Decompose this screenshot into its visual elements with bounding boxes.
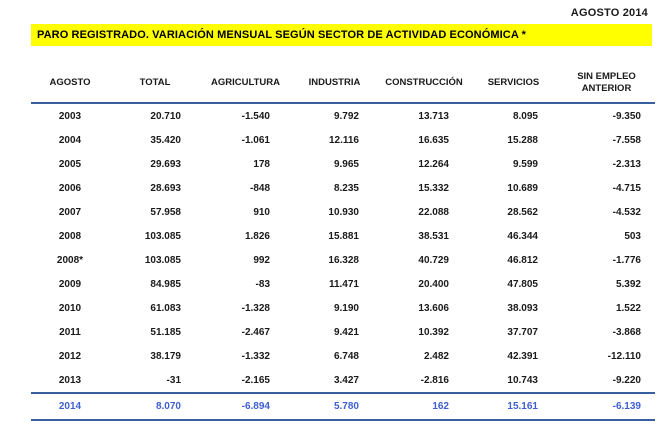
value-cell: 12.264 — [418, 158, 449, 170]
value-cell: 178 — [253, 158, 270, 170]
value-cell: 503 — [624, 230, 641, 242]
value-cell: -6.894 — [241, 401, 270, 412]
table-row — [31, 296, 655, 320]
value-cell: 910 — [253, 206, 270, 218]
value-cell: 38.179 — [150, 350, 181, 362]
value-cell: -6.139 — [612, 401, 641, 412]
value-cell: 46.344 — [507, 230, 538, 242]
value-cell: 10.743 — [507, 374, 538, 386]
value-cell: 57.958 — [150, 206, 181, 218]
table-header-row — [31, 64, 655, 104]
value-cell: 46.812 — [507, 254, 538, 266]
value-cell: 42.391 — [507, 350, 538, 362]
value-cell: 11.471 — [328, 278, 359, 290]
value-cell: 5.780 — [333, 401, 359, 412]
year-cell: 2008* — [56, 254, 84, 266]
value-cell: 61.083 — [150, 302, 181, 314]
value-cell: 8.235 — [333, 182, 359, 194]
header-cell: AGOSTO — [49, 77, 91, 89]
value-cell: -7.558 — [612, 134, 641, 146]
value-cell: -1.776 — [612, 254, 641, 266]
header-cell: CONSTRUCCIÓN — [385, 77, 463, 89]
value-cell: -1.332 — [241, 350, 270, 362]
table-row — [31, 224, 655, 248]
value-cell: 13.606 — [418, 302, 449, 314]
table-row — [31, 152, 655, 176]
table-row — [31, 248, 655, 272]
value-cell: 9.599 — [512, 158, 538, 170]
value-cell: -2.313 — [612, 158, 641, 170]
value-cell: -12.110 — [607, 350, 641, 362]
value-cell: 84.985 — [150, 278, 181, 290]
header-cell: SERVICIOS — [487, 77, 540, 89]
value-cell: 22.088 — [418, 206, 449, 218]
year-cell: 2008 — [58, 230, 82, 242]
value-cell: 15.881 — [328, 230, 359, 242]
value-cell: 51.185 — [150, 326, 181, 338]
value-cell: 5.392 — [615, 278, 641, 290]
table-row — [31, 320, 655, 344]
value-cell: 16.635 — [418, 134, 449, 146]
value-cell: 28.693 — [150, 182, 181, 194]
table-row — [31, 104, 655, 128]
table-row — [31, 272, 655, 296]
value-cell: -2.165 — [241, 374, 270, 386]
year-cell: 2004 — [58, 134, 82, 146]
value-cell: -848 — [249, 182, 270, 194]
table-row — [31, 368, 655, 394]
year-cell: 2003 — [58, 110, 82, 122]
value-cell: 6.748 — [333, 350, 359, 362]
value-cell: 28.562 — [507, 206, 538, 218]
value-cell: 20.400 — [418, 278, 449, 290]
table-row — [31, 128, 655, 152]
year-cell: 2005 — [58, 158, 82, 170]
value-cell: 40.729 — [418, 254, 449, 266]
value-cell: 9.965 — [333, 158, 359, 170]
header-cell: TOTAL — [139, 77, 171, 89]
document-title: PARO REGISTRADO. VARIACIÓN MENSUAL SEGÚN SECTOR DE ACTIVIDAD ECONÓMICA * — [31, 24, 652, 46]
header-cell: AGRICULTURA — [211, 77, 280, 89]
value-cell: -1.061 — [241, 134, 270, 146]
value-cell: 38.093 — [507, 302, 538, 314]
year-cell: 2010 — [58, 302, 82, 314]
value-cell: -31 — [166, 374, 181, 386]
year-cell: 2006 — [58, 182, 82, 194]
value-cell: 103.085 — [144, 254, 181, 266]
value-cell: -1.540 — [241, 110, 270, 122]
value-cell: 10.392 — [418, 326, 449, 338]
value-cell: 15.161 — [507, 401, 538, 412]
table-row — [31, 176, 655, 200]
value-cell: 10.930 — [328, 206, 359, 218]
value-cell: -4.715 — [612, 182, 641, 194]
value-cell: 13.713 — [418, 110, 449, 122]
value-cell: 8.095 — [512, 110, 538, 122]
value-cell: 10.689 — [507, 182, 538, 194]
year-cell: 2011 — [59, 326, 81, 338]
value-cell: 20.710 — [150, 110, 181, 122]
value-cell: 35.420 — [150, 134, 181, 146]
value-cell: 8.070 — [155, 401, 181, 412]
table-row — [31, 200, 655, 224]
value-cell: 12.116 — [328, 134, 359, 146]
unemployment-table — [31, 64, 655, 421]
value-cell: 992 — [253, 254, 270, 266]
current-year-row — [31, 394, 655, 421]
header-cell: INDUSTRIA — [308, 77, 361, 89]
value-cell: -83 — [255, 278, 270, 290]
value-cell: 16.328 — [328, 254, 359, 266]
table-row — [31, 344, 655, 368]
year-cell: 2013 — [58, 374, 82, 386]
year-cell: 2014 — [58, 401, 82, 412]
value-cell: 3.427 — [333, 374, 359, 386]
value-cell: 1.826 — [244, 230, 270, 242]
value-cell: 15.332 — [418, 182, 449, 194]
value-cell: 1.522 — [615, 302, 641, 314]
year-cell: 2012 — [58, 350, 82, 362]
value-cell: 15.288 — [507, 134, 538, 146]
value-cell: 38.531 — [418, 230, 449, 242]
value-cell: -3.868 — [612, 326, 641, 338]
date-label: AGOSTO 2014 — [570, 7, 648, 19]
value-cell: 2.482 — [423, 350, 449, 362]
value-cell: 162 — [432, 401, 449, 412]
value-cell: 9.190 — [333, 302, 359, 314]
value-cell: 9.421 — [333, 326, 359, 338]
value-cell: -9.350 — [612, 110, 641, 122]
value-cell: 47.805 — [507, 278, 538, 290]
value-cell: -4.532 — [612, 206, 641, 218]
value-cell: -1.328 — [241, 302, 270, 314]
year-cell: 2007 — [58, 206, 82, 218]
header-cell: SIN EMPLEO ANTERIOR — [577, 71, 636, 94]
value-cell: 103.085 — [144, 230, 181, 242]
year-cell: 2009 — [58, 278, 82, 290]
value-cell: 9.792 — [333, 110, 359, 122]
value-cell: -2.467 — [241, 326, 270, 338]
value-cell: -9.220 — [612, 374, 641, 386]
value-cell: 29.693 — [150, 158, 181, 170]
value-cell: -2.816 — [420, 374, 449, 386]
table-body — [31, 104, 655, 394]
value-cell: 37.707 — [507, 326, 538, 338]
